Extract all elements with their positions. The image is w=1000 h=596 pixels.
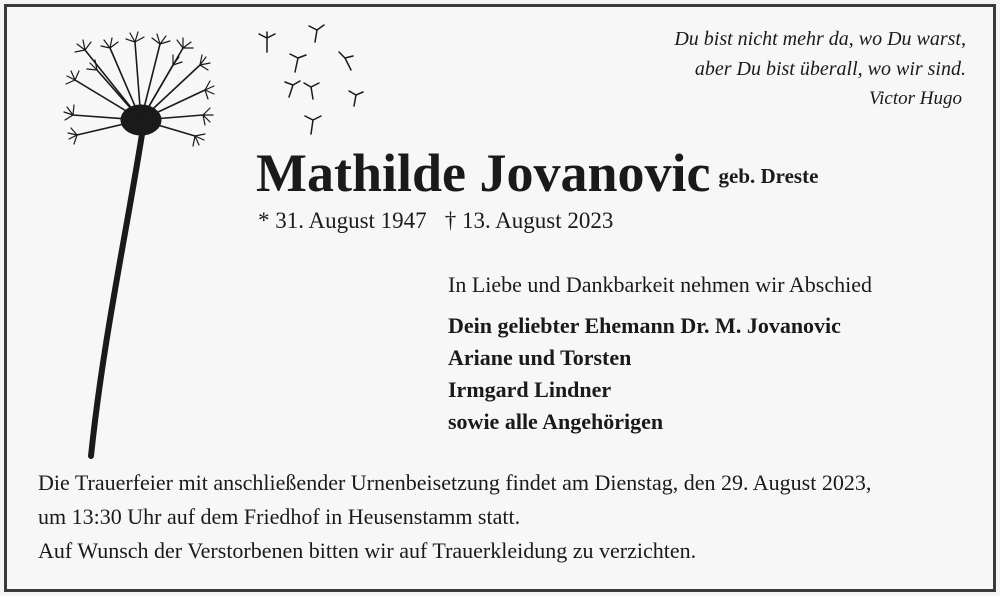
death-date: † 13. August 2023 <box>444 208 614 233</box>
quote-author: Victor Hugo <box>868 88 962 109</box>
family-member: Irmgard Lindner <box>448 377 612 402</box>
farewell-text: In Liebe und Dankbarkeit nehmen wir Abschied <box>448 272 872 297</box>
quote-line-2: aber Du bist überall, wo wir sind. <box>694 58 966 80</box>
deceased-name: Mathilde Jovanovic <box>256 143 711 203</box>
service-line-2: um 13:30 Uhr auf dem Friedhof in Heusenstamm statt. <box>38 504 521 529</box>
dandelion-icon <box>55 10 375 460</box>
quote-line-1: Du bist nicht mehr da, wo Du warst, <box>674 28 966 50</box>
service-line-1: Die Trauerfeier mit anschließender Urnenbeisetzung findet am Dienstag, den 29. August 2023, <box>38 470 872 495</box>
deceased-name-block <box>256 142 818 204</box>
family-member: sowie alle Angehörigen <box>448 409 664 434</box>
birth-name: geb. Dreste <box>718 164 819 188</box>
life-dates <box>258 208 613 234</box>
birth-date: * 31. August 1947 <box>258 208 427 233</box>
service-info <box>38 466 968 534</box>
family-member: Ariane und Torsten <box>448 345 632 370</box>
family-list <box>448 310 841 438</box>
family-member: Dein geliebter Ehemann Dr. M. Jovanovic <box>448 313 841 338</box>
quote-block <box>674 24 966 114</box>
mourning-wish: Auf Wunsch der Verstorbenen bitten wir auf Trauerkleidung zu verzichten. <box>38 538 697 563</box>
